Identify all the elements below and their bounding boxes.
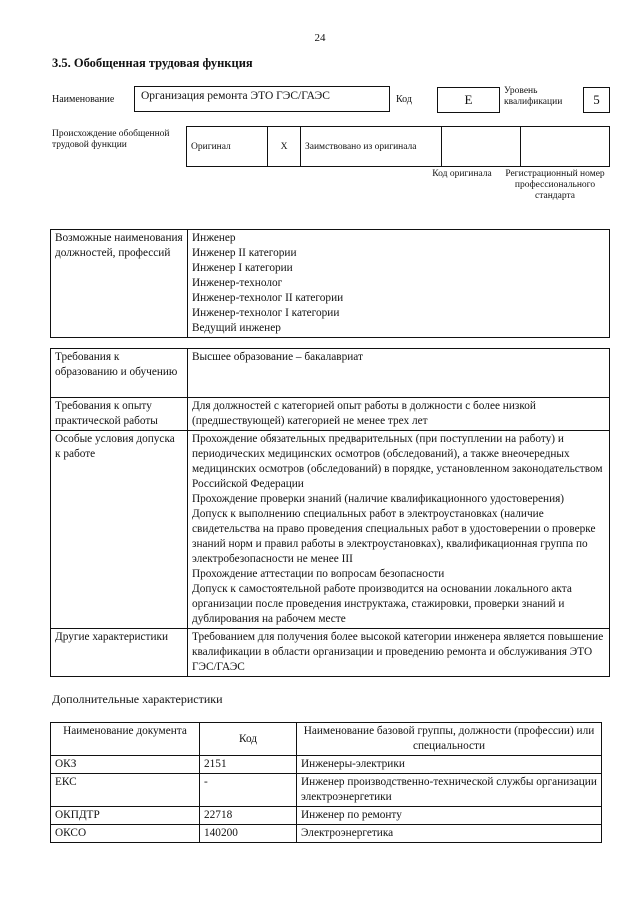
other-label: Другие характеристики (51, 629, 188, 677)
requirements-table (50, 348, 610, 677)
code-cell: 22718 (200, 807, 297, 825)
original-label: Оригинал (187, 127, 268, 167)
experience-value (188, 398, 610, 431)
origin-label: Происхождение обобщенной трудовой функции (52, 129, 170, 150)
doc-cell: ЕКС (51, 774, 200, 807)
name-cell: Инженер по ремонту (297, 807, 602, 825)
extra-table (50, 722, 602, 843)
positions-table (50, 229, 610, 338)
experience-label: Требования к опыту практической работы (51, 398, 188, 431)
code-value: E (437, 87, 500, 113)
doc-cell: ОКЗ (51, 756, 200, 774)
code-original-cell (442, 127, 521, 167)
position-item: Инженер-технолог I категории (192, 307, 340, 319)
name-value: Организация ремонта ЭТО ГЭС/ГАЭС (134, 86, 390, 112)
positions-list (188, 230, 610, 338)
header-document: Наименование документа (51, 723, 200, 756)
requirement-line: Прохождение обязательных предварительных (при поступлении на работу) и периодических медицинских осмотров (обследований), а также внеочередных медицинских осмотров (обследований) в порядке, установленном законодательством Российской Федерации (192, 433, 603, 490)
position-item: Инженер-технолог (192, 277, 283, 289)
position-item: Ведущий инженер (192, 322, 281, 334)
requirement-line: Допуск к выполнению специальных работ в электроустановках (наличие свидетельства на право проведения специальных работ в удостоверении о проверке знаний норм и правил работы в электроустановках), квалификационная группа по электробезопасности не менее III (192, 508, 596, 565)
name-cell: Инженер производственно-технической службы организации электроэнергетики (297, 774, 602, 807)
position-item: Инженер I категории (192, 262, 293, 274)
original-mark: X (268, 127, 301, 167)
admission-label: Особые условия допуска к работе (51, 431, 188, 629)
code-cell: - (200, 774, 297, 807)
borrowed-label: Заимствовано из оригинала (301, 127, 442, 167)
reg-number-label: Регистрационный номер профессионального стандарта (505, 169, 605, 201)
section-title: 3.5. Обобщенная трудовая функция (52, 56, 253, 70)
level-value: 5 (583, 87, 610, 113)
header-name: Наименование базовой группы, должности (профессии) или специальности (297, 723, 602, 756)
position-item: Инженер (192, 232, 236, 244)
name-label: Наименование (52, 94, 115, 105)
other-value (188, 629, 610, 677)
position-item: Инженер-технолог II категории (192, 292, 344, 304)
requirement-line: Допуск к самостоятельной работе производится на основании локального акта организации после проведения инструктажа, стажировки, проверки знаний и дублирования на рабочем месте (192, 583, 572, 625)
doc-cell: ОКПДТР (51, 807, 200, 825)
reg-number-cell (521, 127, 610, 167)
position-item: Инженер II категории (192, 247, 297, 259)
code-cell: 2151 (200, 756, 297, 774)
table-row (51, 756, 602, 774)
table-header-row (51, 723, 602, 756)
admission-value (188, 431, 610, 629)
table-row (51, 349, 610, 398)
requirement-line: Прохождение проверки знаний (наличие квалификационного удостоверения) (192, 493, 565, 505)
table-row (51, 774, 602, 807)
education-value (188, 349, 610, 398)
education-label: Требования к образованию и обучению (51, 349, 188, 398)
code-label: Код (396, 94, 412, 105)
table-row (51, 398, 610, 431)
header-code: Код (200, 723, 297, 756)
positions-label: Возможные наименования должностей, профессий (51, 230, 188, 338)
name-cell: Инженеры-электрики (297, 756, 602, 774)
origin-table (186, 126, 610, 167)
name-cell: Электроэнергетика (297, 825, 602, 843)
table-row (51, 807, 602, 825)
page-number: 24 (314, 32, 326, 44)
requirement-line: Высшее образование – бакалавриат (192, 351, 363, 363)
table-row (51, 431, 610, 629)
extra-title: Дополнительные характеристики (52, 692, 223, 706)
level-label: Уровень квалификации (504, 86, 563, 107)
code-original-label: Код оригинала (432, 169, 492, 179)
requirement-line: Прохождение аттестации по вопросам безопасности (192, 568, 445, 580)
table-row (51, 825, 602, 843)
code-cell: 140200 (200, 825, 297, 843)
requirement-line: Для должностей с категорией опыт работы в должности с более низкой (предшествующей) категорией не менее трех лет (192, 400, 536, 427)
table-row (51, 629, 610, 677)
doc-cell: ОКСО (51, 825, 200, 843)
requirement-line: Требованием для получения более высокой категории инженера является повышение квалификации в области организации и проведению ремонта и обслуживания ЭТО ГЭС/ГАЭС (192, 631, 604, 673)
